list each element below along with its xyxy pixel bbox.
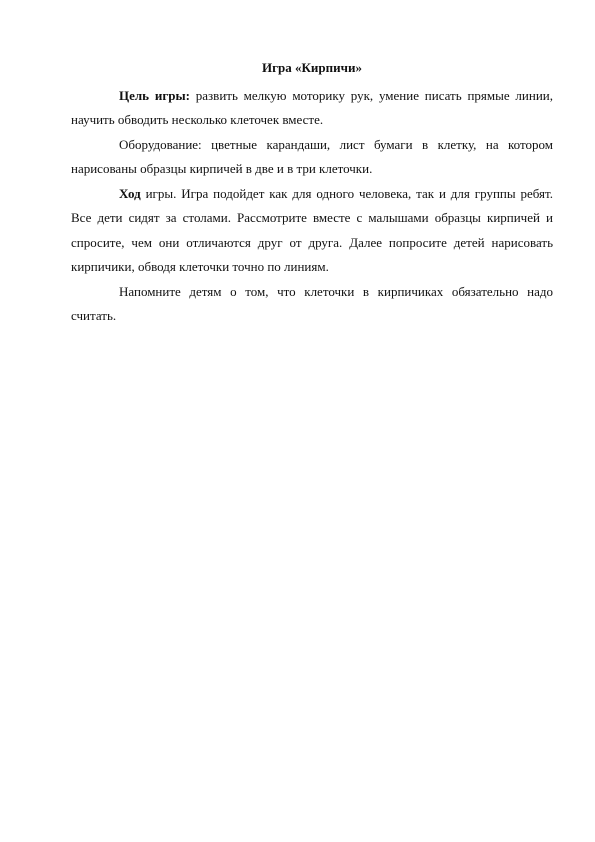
paragraph-game-process: [71, 182, 553, 280]
paragraph-equipment-text: Оборудование: цветные карандаши, лист бумаги в клетку, на котором нарисованы образцы кирпичей в две и в три клеточки.: [71, 136, 553, 176]
paragraph-game-process-lead: Ход: [119, 185, 141, 201]
paragraph-goal-lead: Цель игры:: [119, 87, 190, 103]
paragraph-game-process-text: игры. Игра подойдет как для одного человека, так и для группы ребят. Все дети сидят за столами. Рассмотрите вместе с малышами образцы кирпичей и спросите, чем они отличаются друг от друга. Далее попросите детей нарисовать кирпичики, обводя клеточки точно по линиям.: [71, 185, 553, 274]
document-title: Игра «Кирпичи»: [262, 60, 362, 75]
paragraph-reminder: [71, 280, 553, 329]
paragraph-goal-text: развить мелкую моторику рук, умение писать прямые линии, научить обводить несколько клеточек вместе.: [71, 87, 554, 127]
paragraph-goal: [71, 84, 553, 133]
paragraph-reminder-text: Напомните детям о том, что клеточки в кирпичиках обязательно надо считать.: [71, 283, 553, 323]
document-body: [71, 56, 553, 329]
paragraph-equipment: [71, 133, 553, 182]
